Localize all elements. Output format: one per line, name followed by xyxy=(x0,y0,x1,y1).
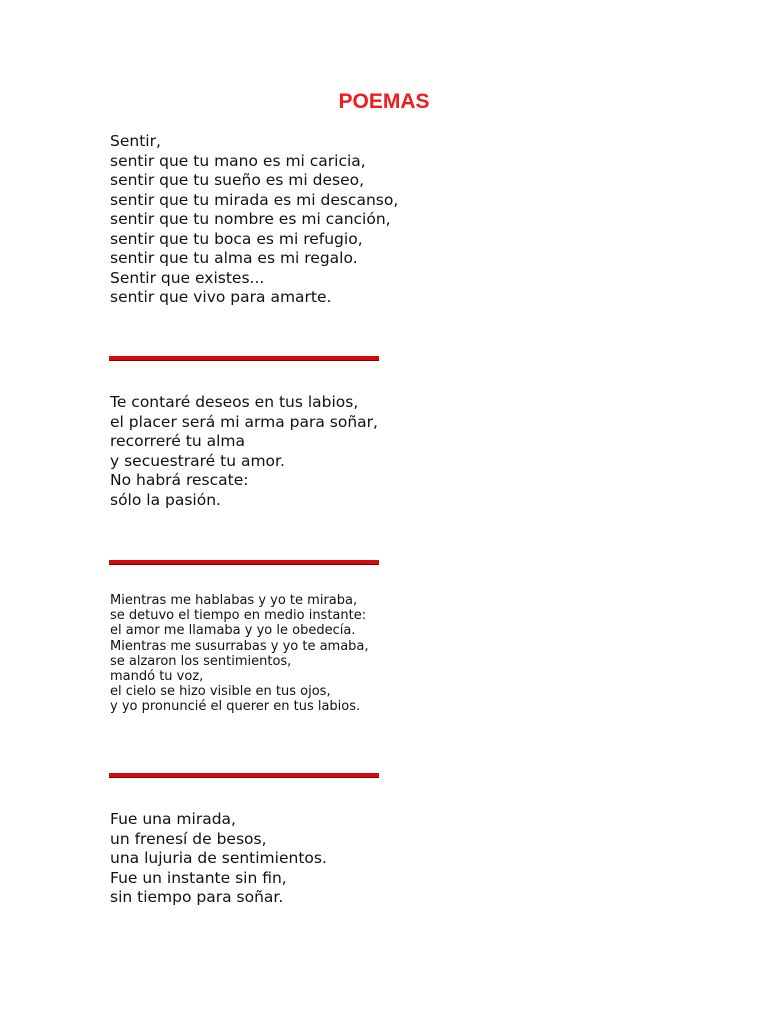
poem-line: sentir que tu mano es mi caricia, xyxy=(110,151,366,170)
page-title: POEMAS xyxy=(338,90,430,113)
section-divider xyxy=(109,773,379,778)
poem-2 xyxy=(110,393,378,510)
poem-line: sentir que vivo para amarte. xyxy=(110,288,332,306)
poem-line: Sentir, xyxy=(110,132,161,150)
poem-line: No habrá rescate: xyxy=(110,471,249,489)
poem-line: Sentir que existes... xyxy=(110,268,265,287)
poem-line: Te contaré deseos en tus labios, xyxy=(110,393,359,411)
poem-line: mandó tu voz, xyxy=(110,669,204,685)
poem-line: el cielo se hizo visible en tus ojos, xyxy=(110,684,331,700)
poem-line: sólo la pasión. xyxy=(110,490,221,509)
poem-line: se alzaron los sentimientos, xyxy=(110,653,292,669)
poem-line: sentir que tu boca es mi refugio, xyxy=(110,229,363,248)
poem-1 xyxy=(110,132,398,308)
poem-line: sentir que tu sueño es mi deseo, xyxy=(110,171,365,189)
poem-line: sin tiempo para soñar. xyxy=(110,888,284,906)
poem-3 xyxy=(110,593,369,715)
poem-line: un frenesí de besos, xyxy=(110,829,267,848)
poem-line: recorreré tu alma xyxy=(110,432,245,450)
poem-line: sentir que tu nombre es mi canción, xyxy=(110,210,391,228)
poem-line: sentir que tu mirada es mi descanso, xyxy=(110,190,399,209)
section-divider xyxy=(109,560,379,565)
poem-line: el placer será mi arma para soñar, xyxy=(110,412,378,431)
poem-line: sentir que tu alma es mi regalo. xyxy=(110,249,358,267)
poem-line: Fue una mirada, xyxy=(110,810,236,828)
poem-line: y secuestraré tu amor. xyxy=(110,451,285,470)
poem-line: Mientras me hablabas y yo te miraba, xyxy=(110,593,358,608)
poem-line: y yo pronuncié el querer en tus labios. xyxy=(110,699,361,715)
poem-line: el amor me llamaba y yo le obedecía. xyxy=(110,623,356,639)
poem-4 xyxy=(110,810,327,908)
section-divider xyxy=(109,356,379,361)
poem-line: Mientras me susurrabas y yo te amaba, xyxy=(110,638,369,654)
poem-line: una lujuria de sentimientos. xyxy=(110,849,327,867)
poem-line: Fue un instante sin fin, xyxy=(110,868,287,887)
poem-line: se detuvo el tiempo en medio instante: xyxy=(110,608,367,624)
